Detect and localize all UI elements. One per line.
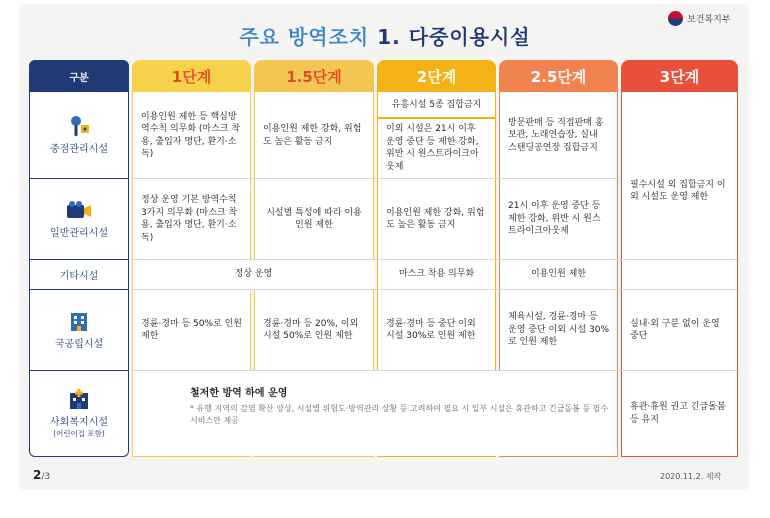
cell-other-normal [133,260,374,289]
cell-s2-general [378,179,495,259]
date-note-text: 2020.11.2. 제작 [660,472,722,481]
header-stage-2 [377,60,496,92]
row-label-focus [29,92,129,179]
stage-2-5-label: 2.5단계 [530,67,587,86]
cell-public-s3 [622,290,737,370]
cell-text: 경륜·경마 등 중단 이외 시설 30%로 인원 제한 [386,318,476,341]
stage-2-label: 2단계 [416,67,457,86]
cell-text: 이용인원 제한 등 핵심방역수칙 의무화 (마스크 착용, 출입자 명단, 환기·소독) [141,111,241,159]
row-welfare-sublabel: (어린이집 포함) [53,429,105,438]
stage-3-label: 3단계 [659,67,700,86]
page-number: 2 [33,468,42,482]
cell-s15-focus [255,93,373,178]
cell-text: 휴관·휴원 권고 긴급돌봄 등 유지 [630,402,726,425]
cell-text: 유흥시설 5종 집합금지 [391,99,482,110]
header-category [29,60,129,92]
cell-text: 마스크 착용 의무화 [398,269,475,280]
hospital-icon [65,388,93,410]
page-title [0,21,770,50]
cell-text: 방문판매 등 직접판매 홍보관, 노래연습장, 실내 스탠딩공연장 집합금지 [508,117,604,153]
cell-text: 경륜·경마 등 50%로 인원 제한 [141,318,242,341]
cell-text: 정상 운영 기본 방역수칙 3가지 의무화 (마스크 착용, 출입자 명단, 환기·소독) [141,195,238,243]
welfare-main-text: 철저한 방역 하에 운영 [190,388,288,399]
row-label-other [29,260,129,290]
cell-text: 이외 시설은 21시 이후 운영 중단 등 제한 강화, 위반 시 원스트라이크아웃제 [386,124,479,172]
cell-text: 시설별 특성에 따라 이용인원 제한 [266,207,362,230]
cell-s15-general [255,179,373,259]
header-stage-1-5 [254,60,374,92]
row-focus-label: 중점관리시설 [50,144,108,155]
title-part2: 1. 다중이용시설 [377,25,531,49]
row-label-general [29,179,129,260]
cell-text: 체육시설, 경륜·경마 등 운영 중단 이외 시설 30%로 인원 제한 [508,312,609,348]
cell-s25-general [500,179,617,259]
cell-welfare-s3 [622,371,737,456]
title-part1: 주요 방역조치 [239,25,370,49]
cell-text: 경륜·경마 등 20%, 이외 시설 50%로 인원 제한 [263,318,359,341]
page-indicator [33,468,50,482]
cell-s2-focus-bottom [378,118,495,178]
cell-text: 이용인원 제한 [530,269,587,280]
row-welfare-label: 사회복지시설 [50,417,108,428]
cell-s1-focus [133,93,250,178]
stage-1-label: 1단계 [171,67,212,86]
cell-s2-focus-top [378,93,495,117]
ministry-logo [668,11,730,26]
cell-public-s25 [500,290,617,370]
row-label-welfare [29,371,129,457]
date-note [660,471,721,482]
cell-s3-main [622,93,737,289]
cell-text: 이용인원 제한 강화, 위험도 높은 활동 금지 [263,124,362,147]
header-stage-1 [132,60,251,92]
cell-s25-other [500,260,617,289]
cell-text: 필수시설 외 집합금지 이외 시설도 운영 제한 [630,179,726,202]
cell-public-s2 [378,290,495,370]
building-icon [65,310,93,332]
header-stage-2-5 [499,60,618,92]
cell-text: 정상 운영 [234,269,273,280]
camera-icon [65,199,93,221]
cell-text: 21시 이후 운영 중단 등 제한 강화, 위반 시 원스트라이크아웃제 [508,201,601,237]
cell-text: 이용인원 제한 강화, 위험도 높은 활동 금지 [386,207,485,230]
cell-welfare [190,384,610,444]
stage-1-5-label: 1.5단계 [286,67,342,86]
header-stage-3 [621,60,738,92]
cell-s2-other [378,260,495,289]
cell-s25-focus [500,93,617,178]
cell-public-s15 [255,290,373,370]
welfare-note-text: * 유행 지역의 감염 확산 양상, 시설별 위험도·방역관리 상황 등 고려하여 필요 시 일부 시설은 휴관하고 긴급돌봄 등 필수 서비스만 제공 [190,404,609,425]
taegeuk-icon [668,11,683,26]
row-label-public [29,290,129,371]
microphone-icon [65,115,93,137]
row-public-label: 국공립시설 [54,339,104,350]
page-total: /3 [41,472,51,482]
ministry-name: 보건복지부 [687,15,731,25]
row-general-label: 일반관리시설 [50,228,108,239]
header-category-label: 구분 [69,72,89,84]
cell-text: 실내·외 구분 없이 운영 중단 [630,318,720,341]
cell-s1-general [133,179,250,259]
cell-public-s1 [133,290,250,370]
row-other-label: 기타시설 [59,271,99,282]
